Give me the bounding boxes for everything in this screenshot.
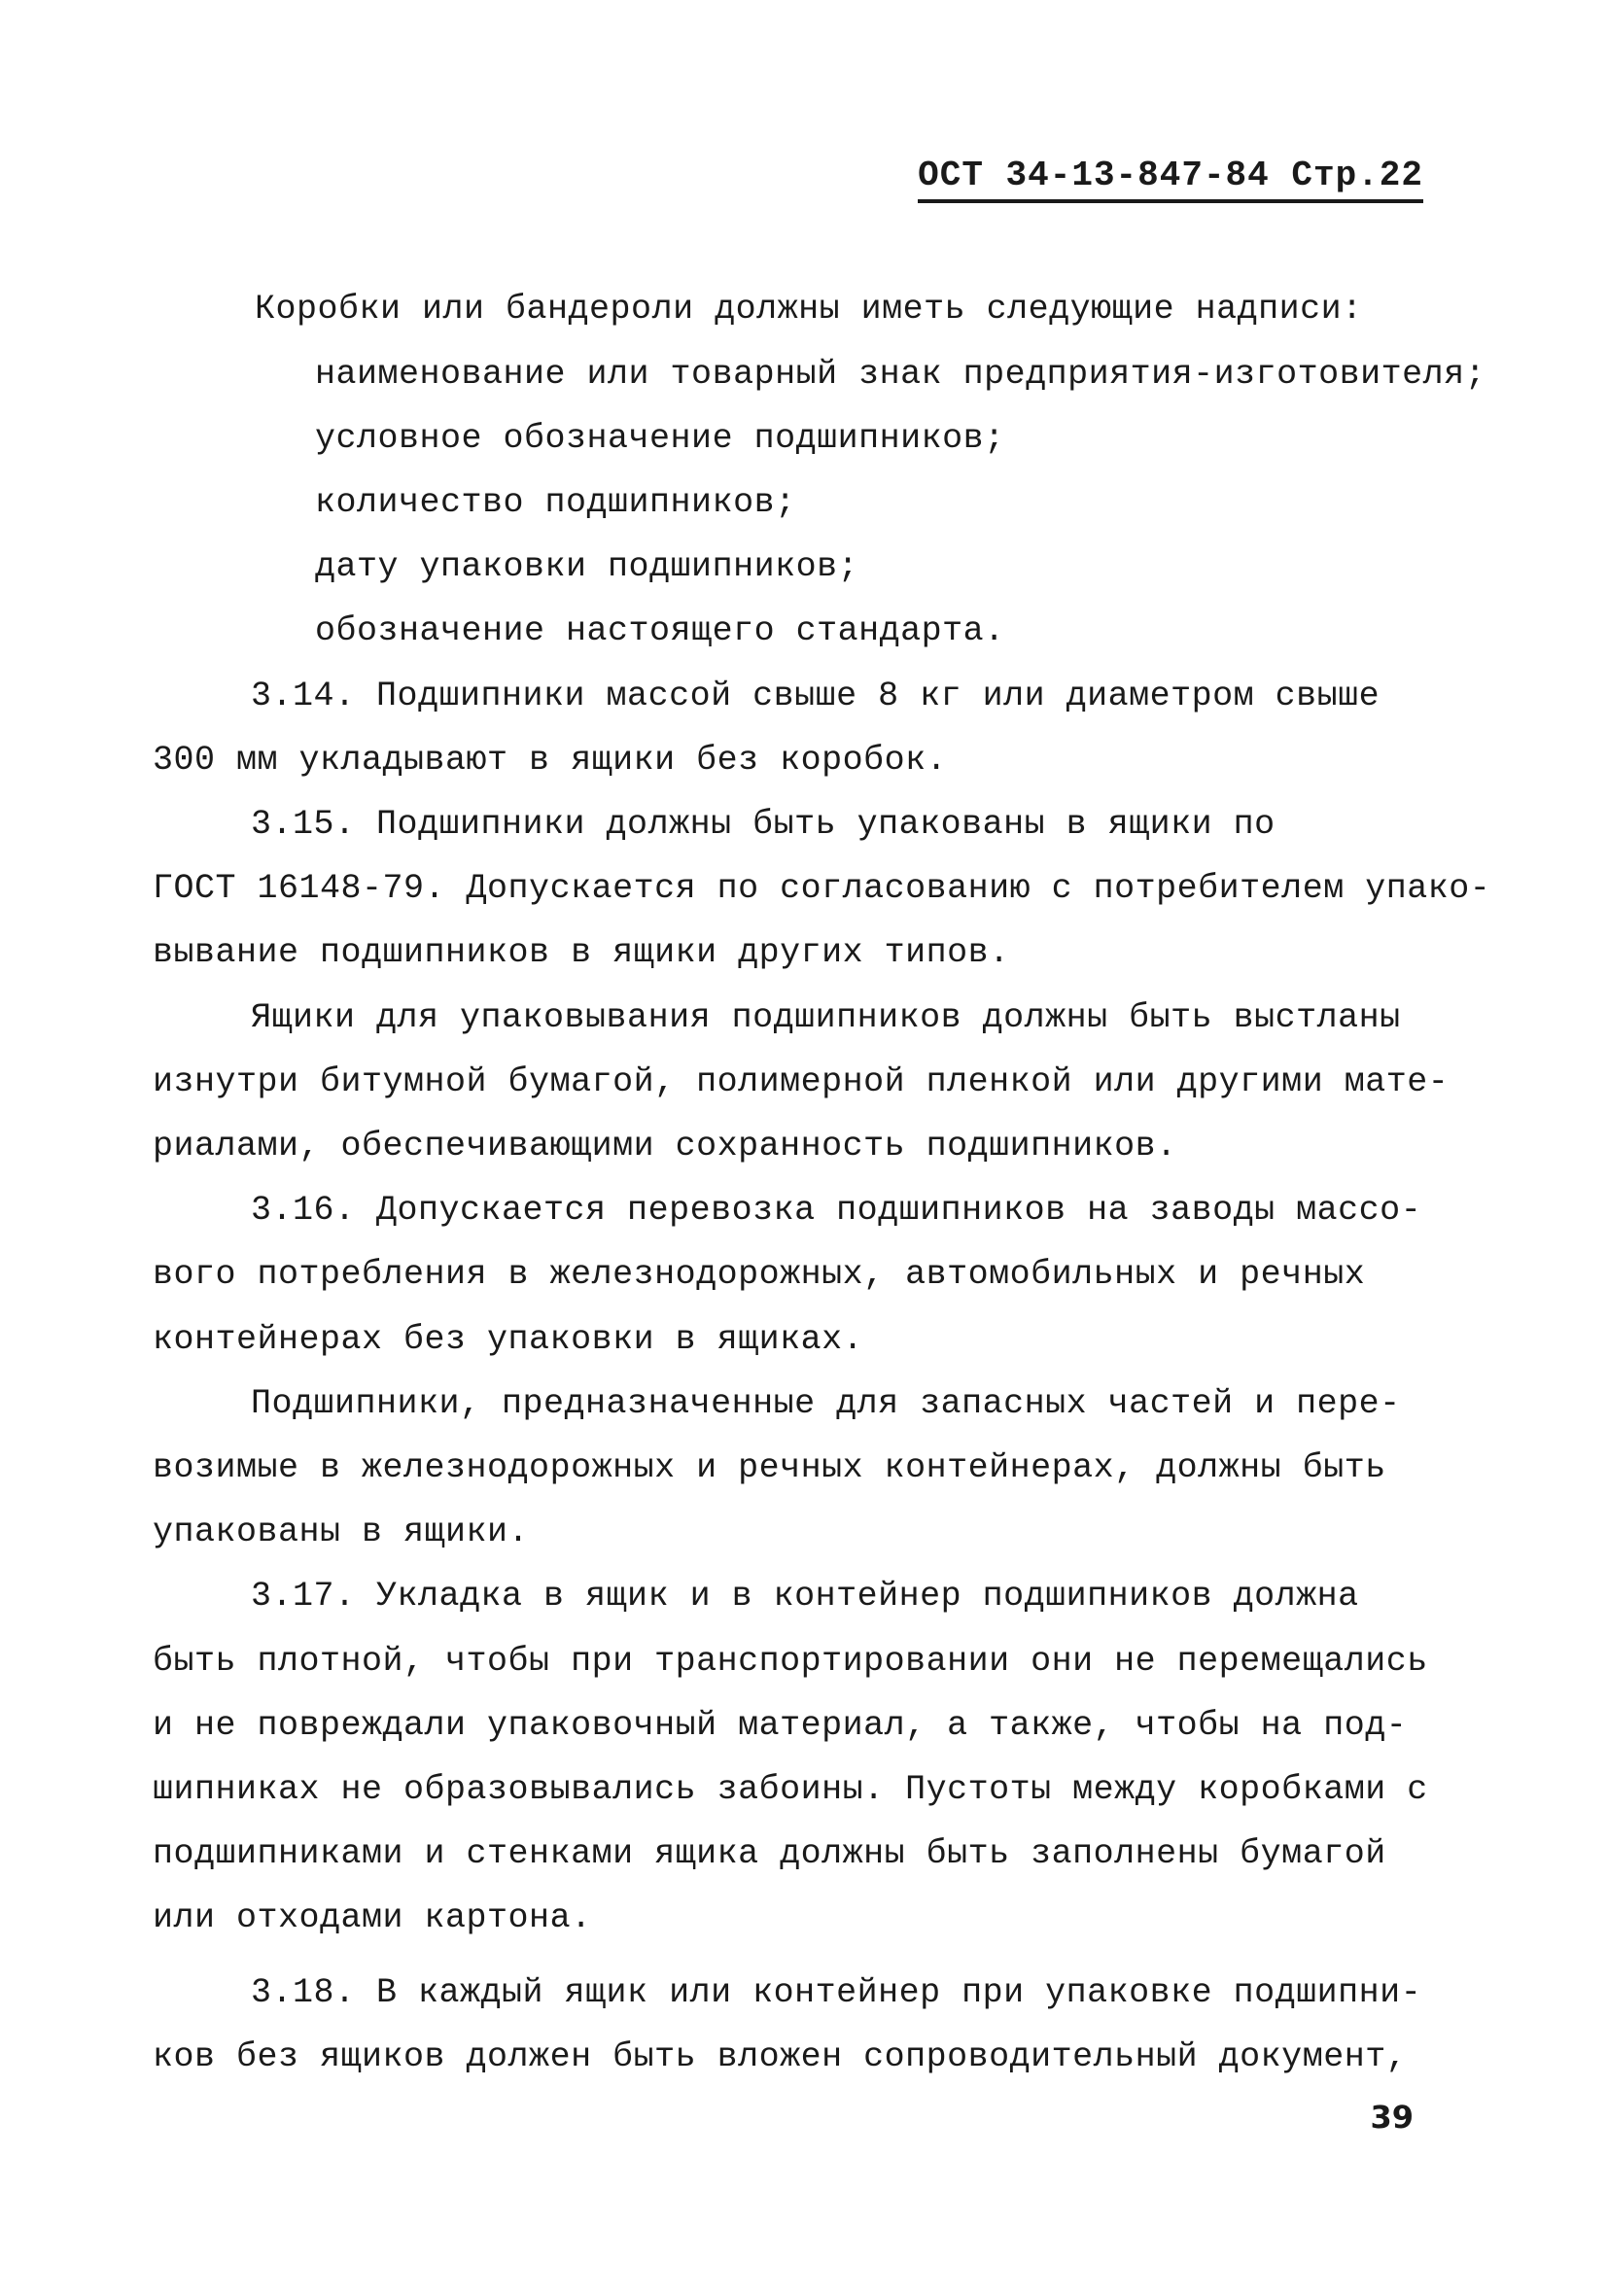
text-line: Подшипники, предназначенные для запасных частей и пере- <box>251 1384 1401 1423</box>
text-line: Ящики для упаковывания подшипников должны быть выстланы <box>251 998 1401 1037</box>
text-line: количество подшипников; <box>315 483 796 522</box>
text-line: контейнерах без упаковки в ящиках. <box>153 1320 864 1359</box>
text-line: 300 мм укладывают в ящики без коробок. <box>153 741 948 780</box>
text-line: 3.18. В каждый ящик или контейнер при упаковке подшипни- <box>251 1973 1422 2012</box>
text-line: условное обозначение подшипников; <box>315 419 1005 458</box>
text-line: риалами, обеспечивающими сохранность подшипников. <box>153 1127 1177 1165</box>
text-line: Коробки или бандероли должны иметь следующие надписи: <box>255 290 1363 329</box>
text-line: наименование или товарный знак предприятия-изготовителя; <box>315 355 1486 394</box>
text-line: или отходами картона. <box>153 1898 592 1937</box>
text-line: 3.14. Подшипники массой свыше 8 кг или диаметром свыше <box>251 677 1381 715</box>
text-line: обозначение настоящего стандарта. <box>315 611 1005 650</box>
text-line: упакованы в ящики. <box>153 1513 530 1551</box>
page-number: 39 <box>1370 2099 1414 2136</box>
document-header: ОСТ 34-13-847-84 Стр.22 <box>918 156 1423 203</box>
text-line: ков без ящиков должен быть вложен сопроводительный документ, <box>153 2037 1408 2076</box>
text-line: и не повреждали упаковочный материал, а также, чтобы на под- <box>153 1706 1408 1745</box>
text-line: 3.15. Подшипники должны быть упакованы в ящики по <box>251 805 1276 844</box>
text-line: быть плотной, чтобы при транспортировании они не перемещались <box>153 1642 1428 1681</box>
text-line: вывание подшипников в ящики других типов. <box>153 933 1010 972</box>
text-line: подшипниками и стенками ящика должны быть заполнены бумагой <box>153 1834 1386 1873</box>
text-line: возимые в железнодорожных и речных контейнерах, должны быть <box>153 1448 1386 1487</box>
text-line: 3.17. Укладка в ящик и в контейнер подшипников должна <box>251 1577 1359 1616</box>
text-line: дату упаковки подшипников; <box>315 547 859 586</box>
text-line: ГОСТ 16148-79. Допускается по согласованию с потребителем упако- <box>153 869 1491 908</box>
text-line: 3.16. Допускается перевозка подшипников на заводы массо- <box>251 1191 1422 1230</box>
text-line: изнутри битумной бумагой, полимерной пленкой или другими мате- <box>153 1062 1450 1101</box>
text-line: шипниках не образовывались забоины. Пустоты между коробками с <box>153 1770 1428 1809</box>
text-line: вого потребления в железнодорожных, автомобильных и речных <box>153 1255 1366 1294</box>
